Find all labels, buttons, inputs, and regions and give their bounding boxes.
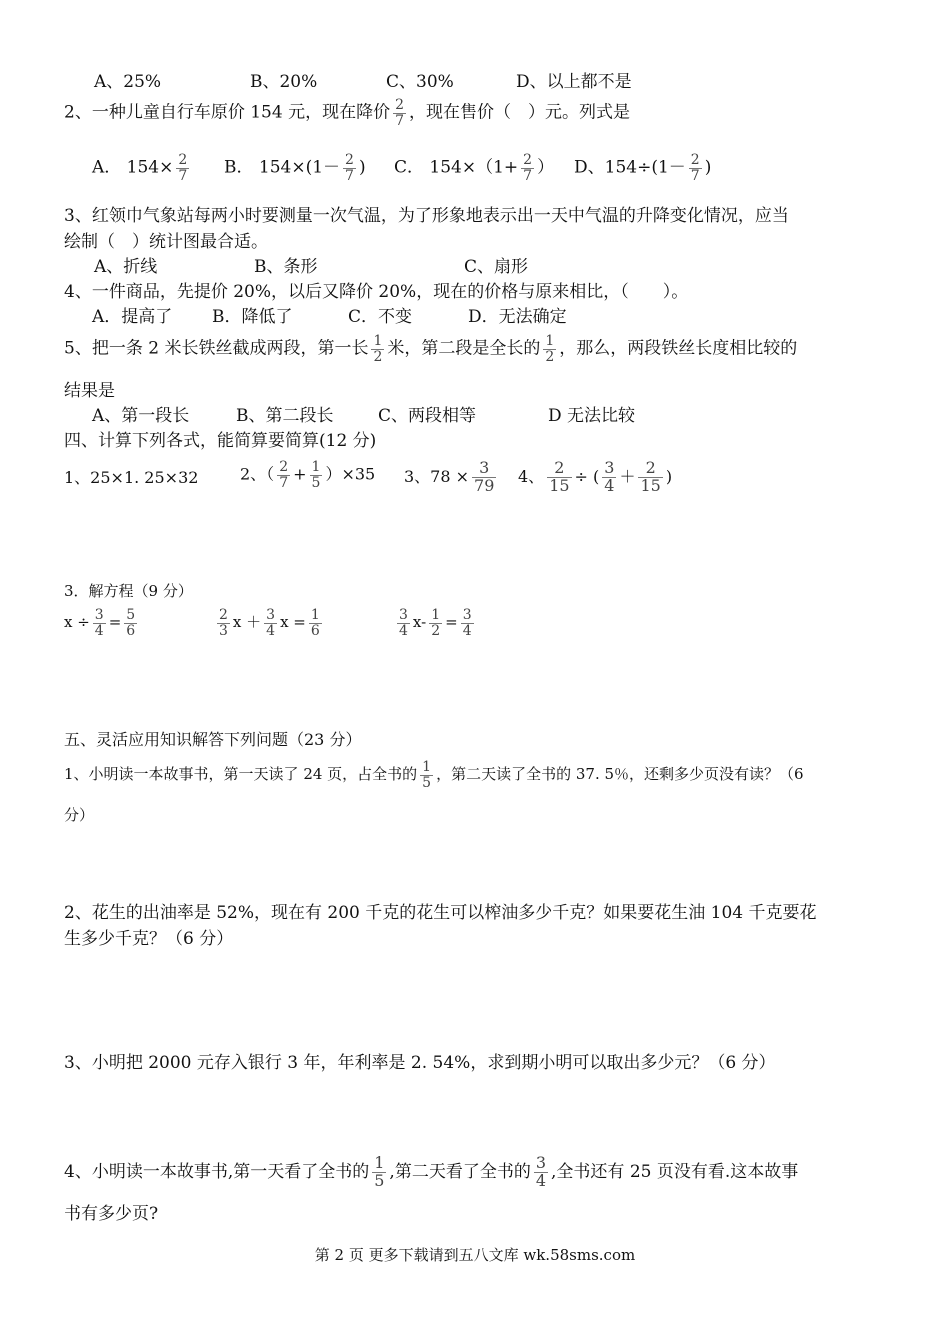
- q5-option-a: A、第一段长: [92, 406, 190, 426]
- q4-option-a: A．提高了: [92, 307, 173, 327]
- q2-question: [64, 98, 630, 128]
- equations-title: 3．解方程（9 分）: [64, 582, 193, 600]
- problem-2-line-1: 2、花生的出油率是 52%，现在有 200 千克的花生可以榨油多少千克？如果要花生油 104 千克要花: [64, 903, 817, 923]
- problem-1-line-1: 1、小明读一本故事书，第一天读了 24 页，占全书的 $\frac{1}{5}$ ，第二天读了全书的 37. 5％，还剩多少页没有读？（6: [64, 759, 804, 791]
- problem-3: 3、小明把 2000 元存入银行 3 年，年利率是 2. 54%，求到期小明可以取出多少元？（6 分）: [64, 1053, 776, 1073]
- q4-option-c: C．不变: [348, 307, 413, 327]
- q5-option-d: D 无法比较: [548, 406, 636, 426]
- q5-line-1: 5、把一条 2 米长铁丝截成两段，第一长 $\frac{1}{2}$ 米，第二段是全长的 $\frac{1}{2}$ ，那么，两段铁丝长度相比较的: [64, 333, 798, 365]
- q2-text-b: ，现在售价（ ）元。列式是: [409, 102, 630, 123]
- problem-2-line-2: 生多少千克？（6 分）: [64, 929, 234, 949]
- q4-option-b: B．降低了: [212, 307, 293, 327]
- q2-option-c: C． 154×（1+ $\frac{2}{7}$ ）: [394, 152, 555, 184]
- q2-fraction: $\frac{2}{7}$: [395, 97, 404, 129]
- q1-option-b: B、20%: [250, 72, 318, 92]
- equation-2: $\frac{2}{3}$ x ＋ $\frac{3}{4}$ x = $\frac{1}{6}$: [219, 607, 320, 639]
- q5-line-2: 结果是: [64, 381, 115, 401]
- calc-1: 1、25×1. 25×32: [64, 468, 199, 487]
- section-4-title: 四、计算下列各式，能简算要简算(12 分): [64, 431, 377, 451]
- q1-option-d: D、以上都不是: [516, 72, 632, 92]
- q4-option-d: D．无法确定: [468, 307, 567, 327]
- page-footer: 第 2 页 更多下载请到五八文库 wk.58sms.com: [314, 1246, 636, 1264]
- q2-option-d: D、154÷(1－ $\frac{2}{7}$ ): [574, 152, 712, 184]
- q5-option-c: C、两段相等: [378, 406, 477, 426]
- q3-option-b: B、条形: [254, 257, 318, 277]
- section-5-title: 五、灵活应用知识解答下列问题（23 分）: [64, 730, 362, 749]
- q3-line-2: 绘制（ ）统计图最合适。: [64, 232, 268, 252]
- q2-option-a: A． 154× $\frac{2}{7}$: [92, 152, 188, 184]
- equation-3: $\frac{3}{4}$ x- $\frac{1}{2}$ = $\frac{3}{4}$: [399, 607, 472, 639]
- problem-4-line-2: 书有多少页?: [64, 1204, 159, 1224]
- equation-1: x ÷ $\frac{3}{4}$ = $\frac{5}{6}$: [64, 607, 136, 639]
- calc-2: 2、（ $\frac{2}{7}$ + $\frac{1}{5}$ ）×35: [240, 459, 376, 491]
- q3-option-a: A、折线: [94, 257, 158, 277]
- q5-option-b: B、第二段长: [236, 406, 334, 426]
- q2-option-b: B． 154×(1－ $\frac{2}{7}$ ): [224, 152, 366, 184]
- q1-option-a: A、25%: [94, 72, 162, 92]
- q3-line-1: 3、红领巾气象站每两小时要测量一次气温，为了形象地表示出一天中气温的升降变化情况，应当: [64, 206, 789, 226]
- q1-option-c: C、30%: [386, 72, 454, 92]
- calc-3: 3、78 × $\frac{3}{79}$: [404, 458, 495, 495]
- problem-4-line-1: 4、小明读一本故事书,第一天看了全书的 $\frac{1}{5}$ ,第二天看了全书的 $\frac{3}{4}$ ,全书还有 25 页没有看.这本故事: [64, 1153, 799, 1190]
- q4-line: 4、一件商品，先提价 20%，以后又降价 20%，现在的价格与原来相比，（ ）。: [64, 282, 689, 302]
- q3-option-c: C、扇形: [464, 257, 529, 277]
- problem-1-line-2: 分）: [64, 806, 95, 824]
- calc-4: 4、 $\frac{2}{15}$ ÷ ( $\frac{3}{4}$ ＋ $\frac{2}{15}$ ): [518, 458, 673, 495]
- q2-text-a: 2、一种儿童自行车原价 154 元，现在降价: [64, 102, 391, 123]
